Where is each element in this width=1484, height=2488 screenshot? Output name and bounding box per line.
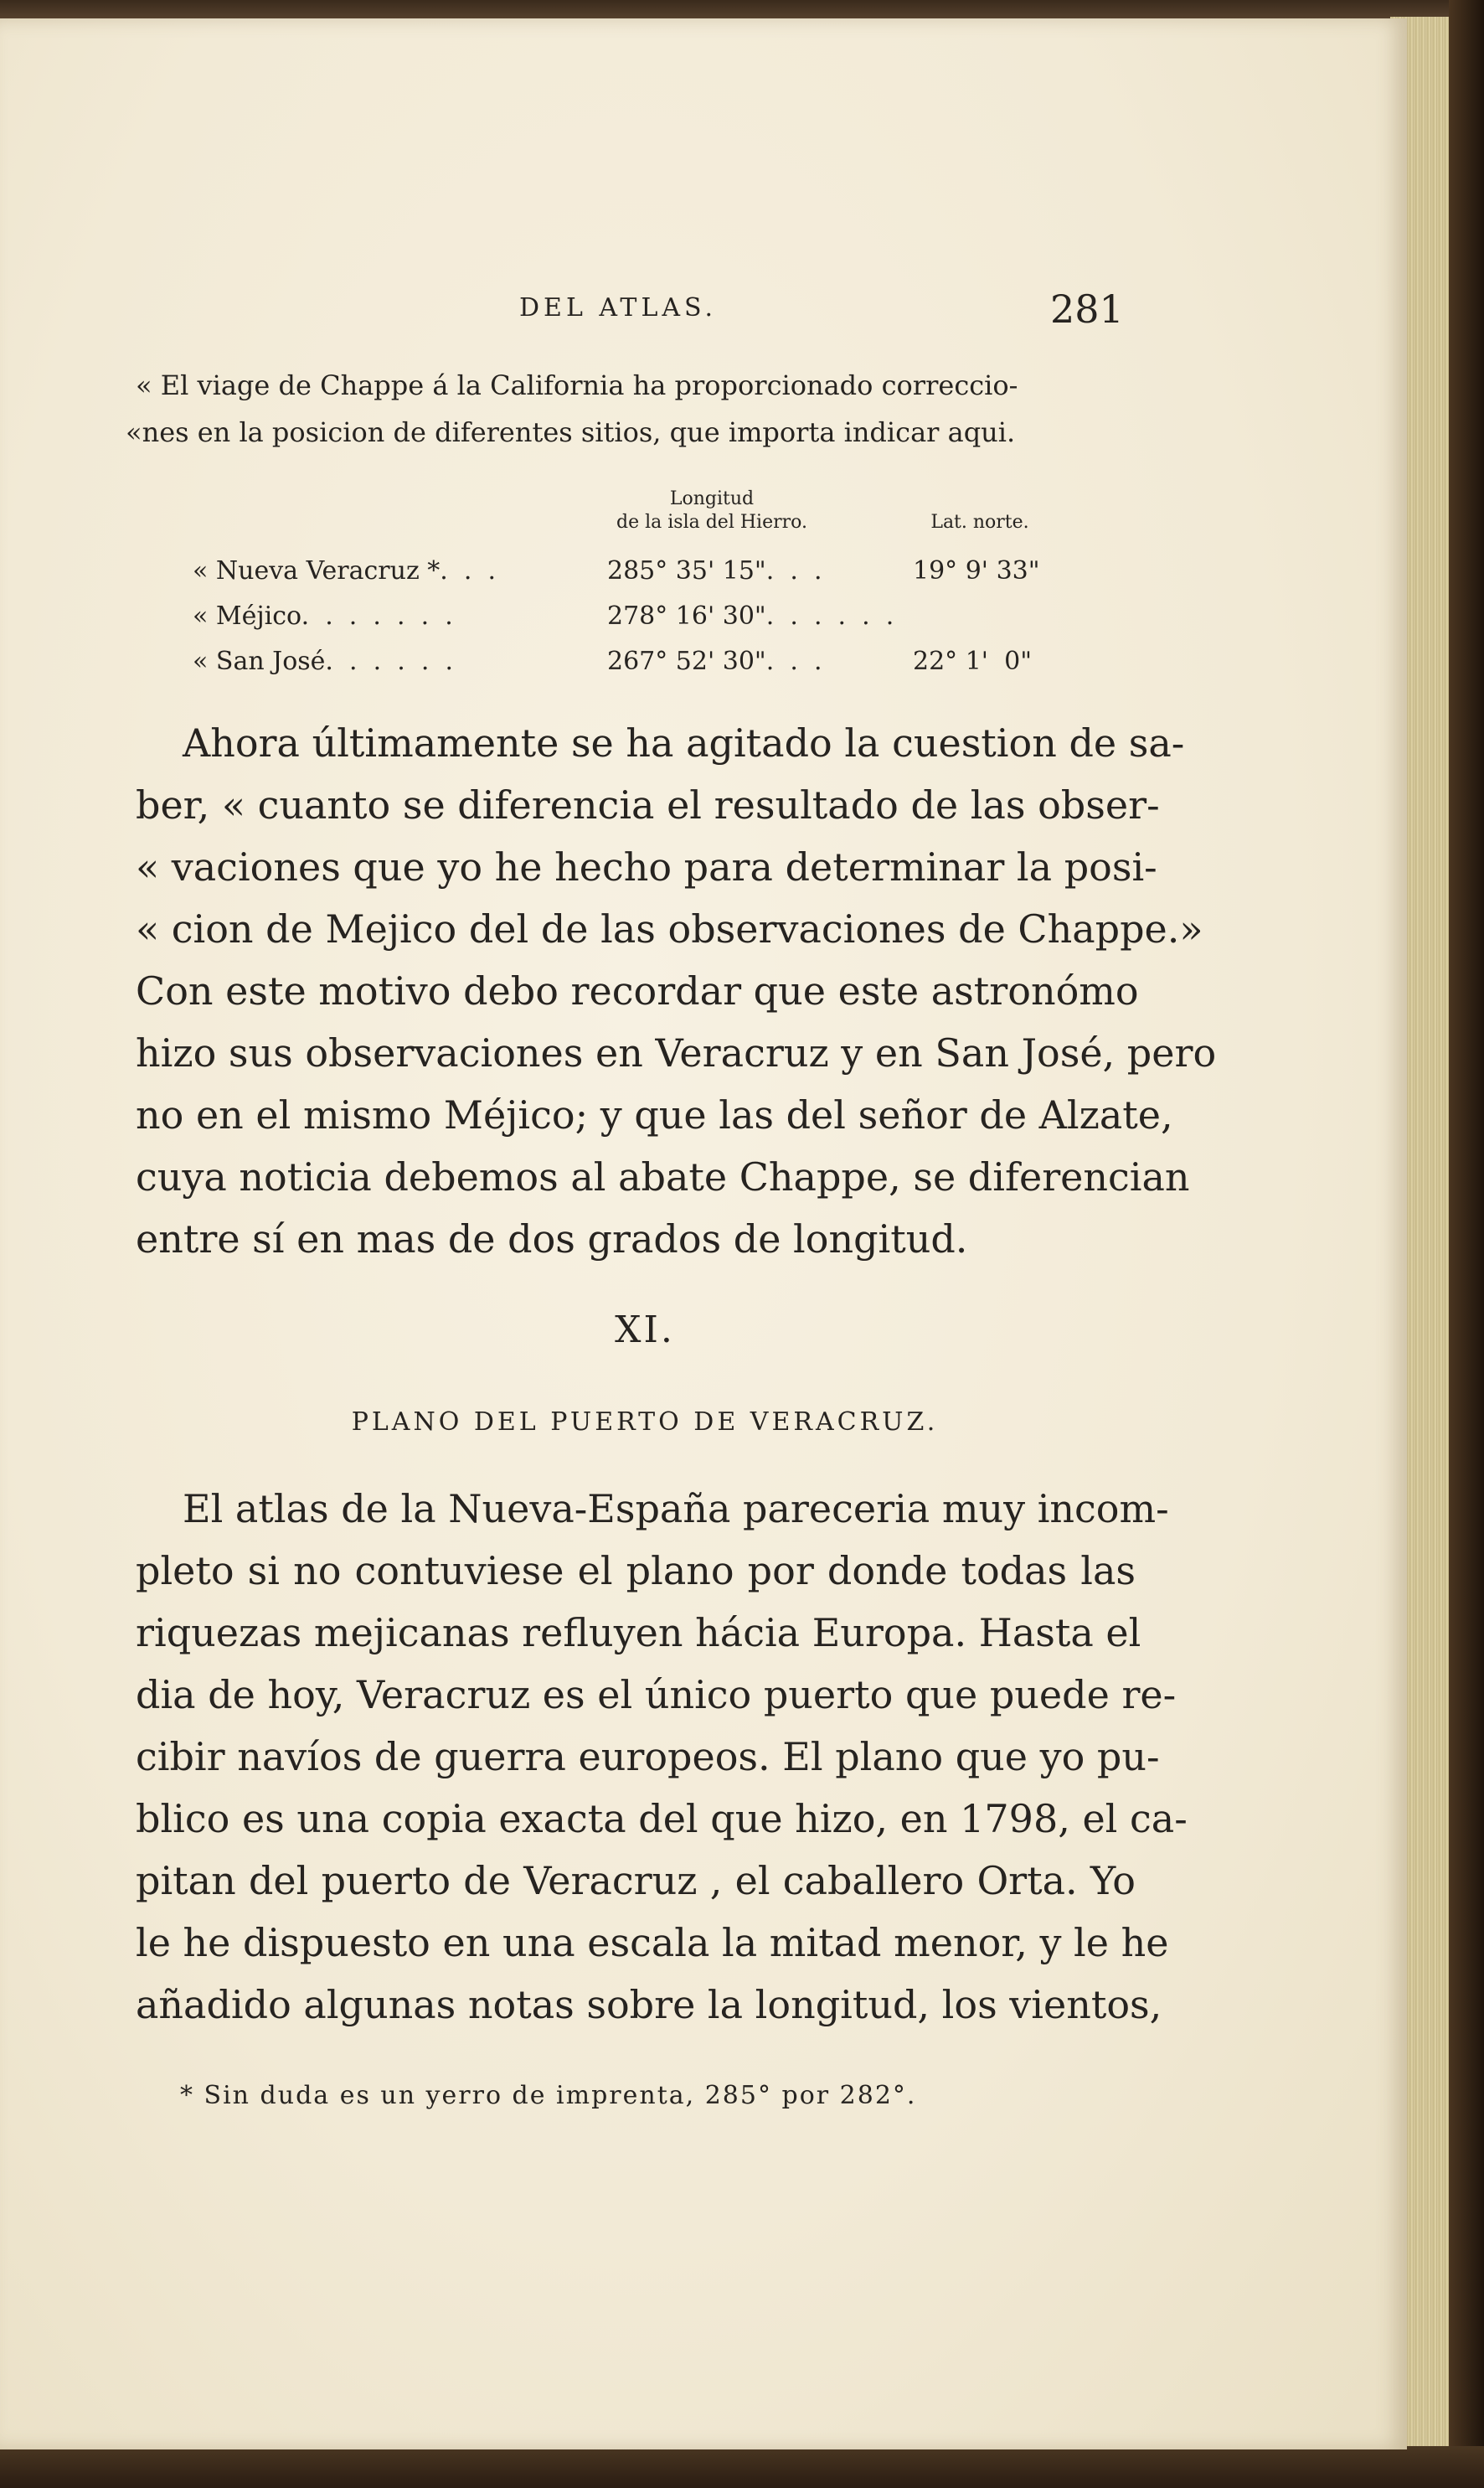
table-row — [126, 556, 1089, 598]
table-row — [126, 601, 1089, 643]
place-name: « San José. . . . . . — [193, 647, 454, 676]
page-content — [0, 18, 1407, 2449]
text-line: Con este motivo debo recordar que este astronómo — [136, 968, 1139, 1014]
footnote: * Sin duda es un yerro de imprenta, 285° por 282°. — [180, 2081, 917, 2110]
intro-quote-line: «nes en la posicion de diferentes sitios, que importa indicar aqui. — [126, 416, 1016, 448]
text-line: no en el mismo Méjico; y que las del señor de Alzate, — [136, 1092, 1173, 1138]
running-head — [0, 286, 1407, 337]
text-line: añadido algunas notas sobre la longitud, los vientos, — [136, 1982, 1162, 2027]
text-line: entre sí en mas de dos grados de longitud. — [136, 1216, 968, 1262]
coordinate-table — [126, 488, 1089, 689]
text-line: dia de hoy, Veracruz es el único puerto que puede re- — [136, 1672, 1177, 1717]
book-page — [0, 18, 1407, 2449]
longitude-value: 267° 52' 30". . . — [607, 647, 822, 676]
running-title: DEL ATLAS. — [519, 293, 718, 323]
text-line: riquezas mejicanas refluyen hácia Europa. Hasta el — [136, 1610, 1141, 1655]
longitude-value: 278° 16' 30". . . . . . — [607, 601, 894, 631]
latitude-value: 19° 9' 33" — [913, 556, 1040, 586]
text-line: El atlas de la Nueva-España pareceria muy incom- — [183, 1486, 1169, 1531]
section-title: PLANO DEL PUERTO DE VERACRUZ. — [351, 1407, 939, 1437]
text-line: Ahora últimamente se ha agitado la cuestion de sa- — [183, 720, 1185, 766]
text-line: le he dispuesto en una escala la mitad menor, y le he — [136, 1920, 1169, 1965]
book-bottom-edge — [0, 2446, 1484, 2488]
intro-quote-line: « El viage de Chappe á la California ha proporcionado correccio- — [136, 369, 1018, 401]
page-number: 281 — [1050, 286, 1124, 332]
longitude-column-header — [586, 488, 837, 534]
text-line: ber, « cuanto se diferencia el resultado de las obser- — [136, 782, 1160, 828]
text-line: cibir navíos de guerra europeos. El plano que yo pu- — [136, 1734, 1160, 1779]
text-line: « cion de Mejico del de las observaciones de Chappe.» — [136, 906, 1203, 952]
text-line: pitan del puerto de Veracruz , el caballero Orta. Yo — [136, 1858, 1136, 1903]
place-name: « Méjico. . . . . . . — [193, 601, 453, 631]
book-binding — [1449, 0, 1484, 2488]
text-line: blico es una copia exacta del que hizo, en 1798, el ca- — [136, 1796, 1188, 1841]
paragraph-chappe-observations — [136, 712, 1217, 1270]
latitude-value: 22° 1' 0" — [913, 647, 1033, 676]
section-number: XI. — [615, 1309, 675, 1351]
table-row — [126, 647, 1089, 689]
longitude-value: 285° 35' 15". . . — [607, 556, 822, 586]
longitude-header-line: de la isla del Hierro. — [616, 512, 807, 533]
text-line: pleto si no contuviese el plano por donde todas las — [136, 1548, 1136, 1593]
place-name: « Nueva Veracruz *. . . — [193, 556, 497, 586]
text-line: « vaciones que yo he hecho para determinar la posi- — [136, 844, 1157, 890]
paragraph-veracruz-plan — [136, 1478, 1188, 2036]
text-line: cuya noticia debemos al abate Chappe, se diferencian — [136, 1154, 1190, 1200]
text-line: hizo sus observaciones en Veracruz y en San José, pero — [136, 1030, 1217, 1076]
latitude-column-header: Lat. norte. — [930, 512, 1029, 533]
intro-quote — [126, 362, 1131, 456]
longitude-header-line: Longitud — [669, 488, 755, 509]
